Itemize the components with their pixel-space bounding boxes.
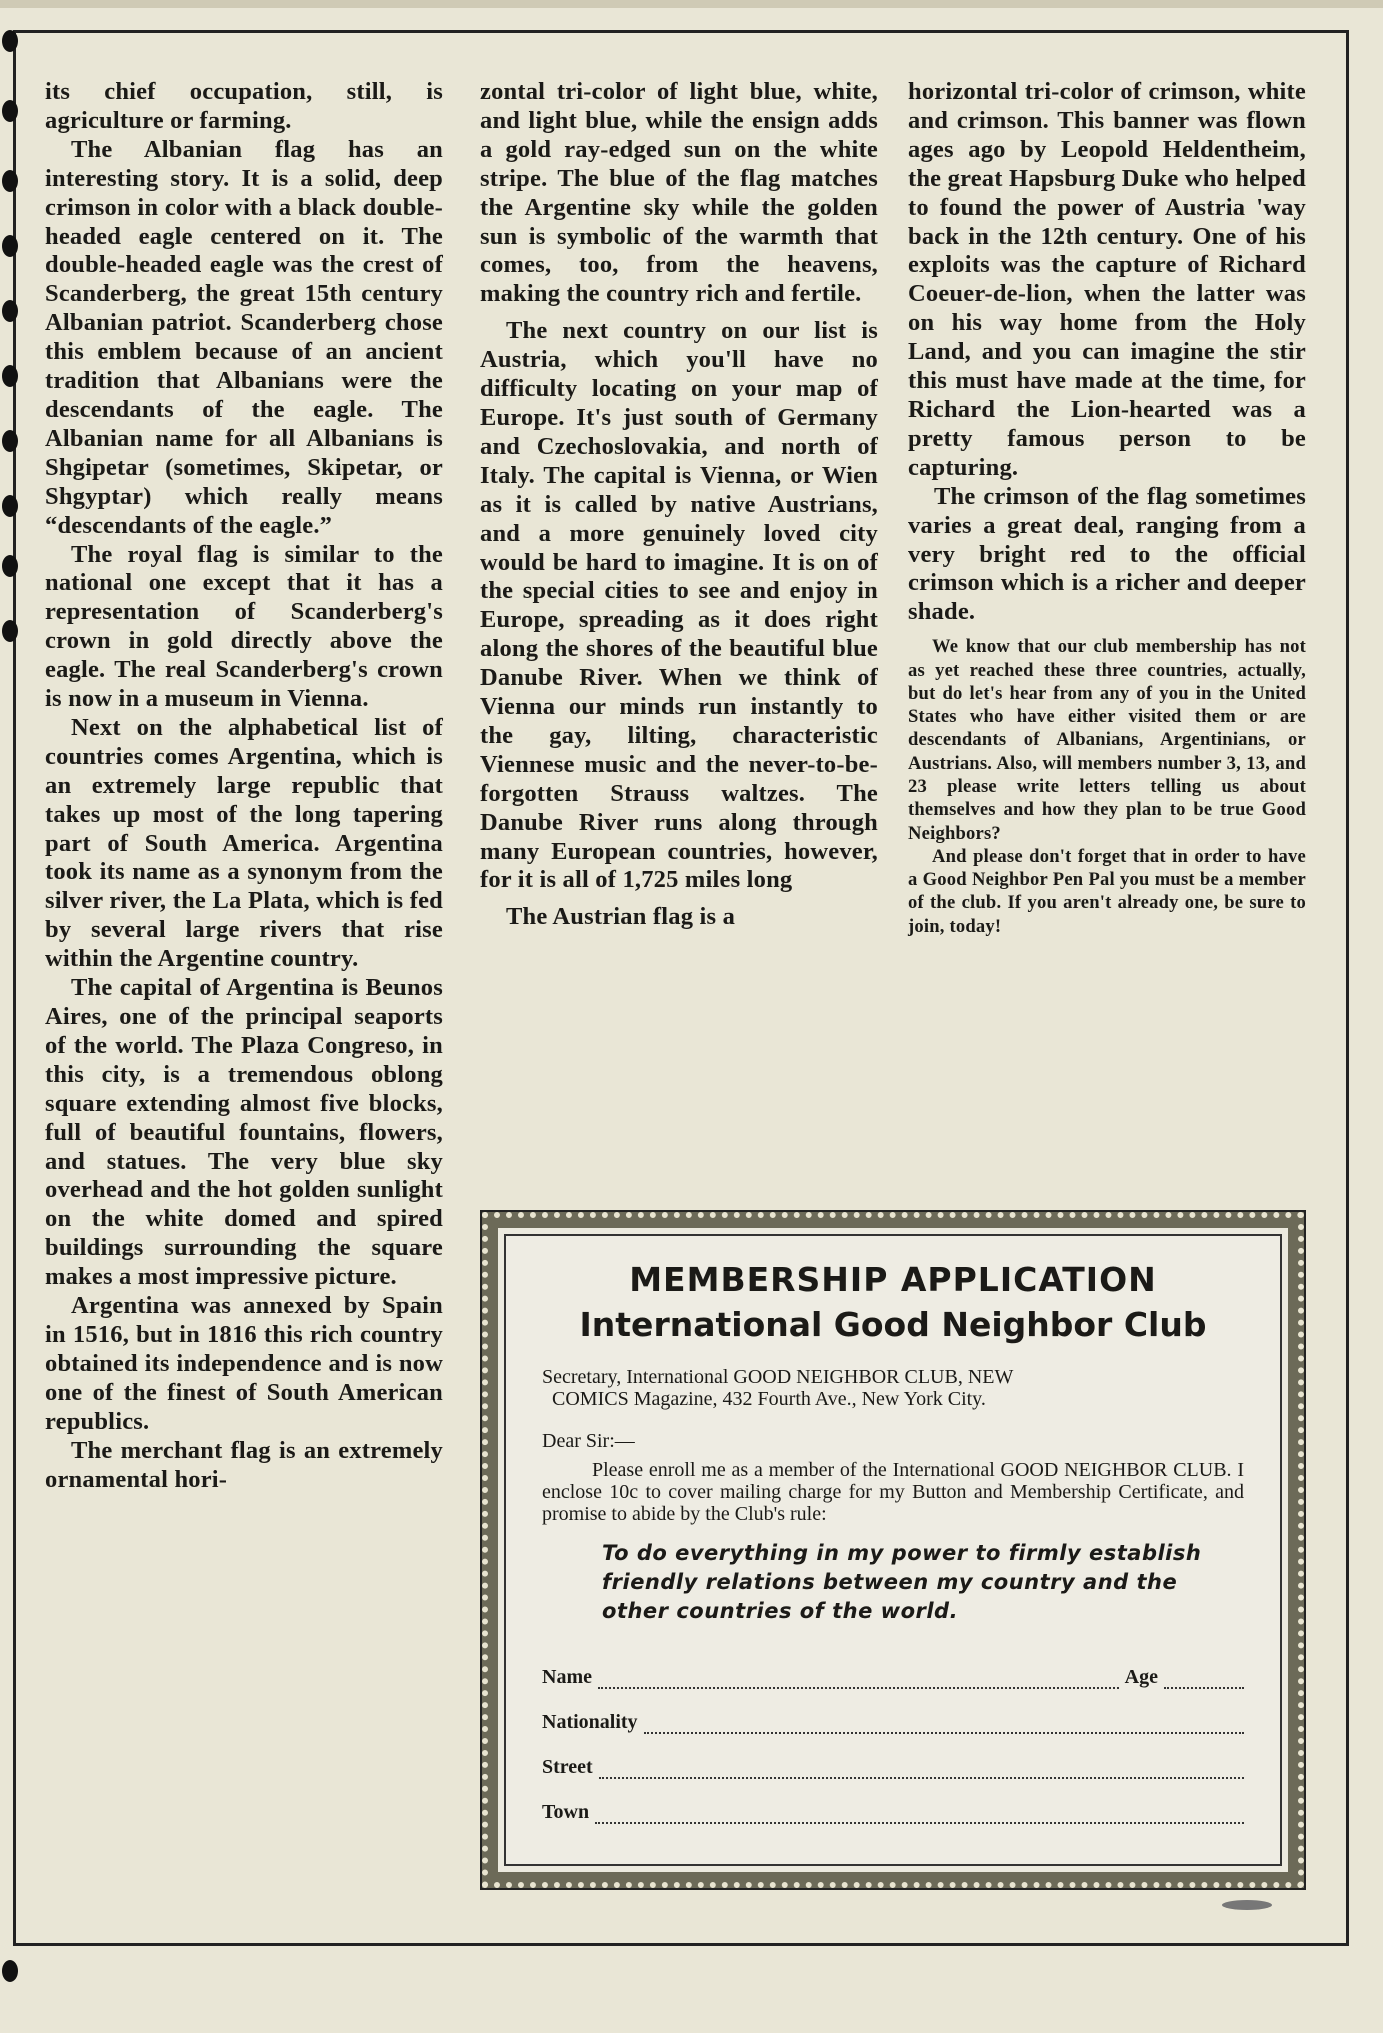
nationality-label: Nationality (542, 1711, 638, 1733)
page-top-edge (0, 0, 1383, 8)
paragraph: We know that our club membership has not as yet reached these three countries, actually, but do let's hear from any of you in the United States who have either visited them or are descendants of Albanians, Argentinians, or Austrians. Also, will members number 3, 13, and 23 please write letters telling us about themselves and how they plan to be true Good Neighbors? (908, 636, 1306, 844)
binding-hole (2, 100, 18, 122)
paragraph: The next country on our list is Austria, which you'll have no difficulty locating on your map of Europe. It's just south of Germany and Czechoslovakia, and north of Italy. The capital is Vienna, or Wien as it is called by native Austrians, and a more genuinely loved city would be hard to imagine. It is on of the special cities to see and enjoy in Europe, spreading as it does right along the shores of the beautiful blue Danube River. When we think of Vienna our minds run instantly to the gay, lilting, characteristic Viennese music and the never-to-be-forgotten Strauss waltzes. The Danube River runs along through many European countries, however, for it is all of 1,725 miles long (480, 317, 878, 894)
street-label: Street (542, 1756, 593, 1778)
form-title: MEMBERSHIP APPLICATION (629, 1260, 1157, 1299)
paragraph: The Austrian flag is a (506, 903, 736, 931)
club-note (908, 635, 1306, 938)
binding-hole (2, 555, 18, 577)
town-label: Town (542, 1801, 590, 1823)
ornament-icon (1222, 1900, 1272, 1910)
name-field[interactable] (542, 1666, 1244, 1689)
age-input-line[interactable] (1164, 1671, 1244, 1689)
binding-hole (2, 620, 18, 642)
paragraph: The capital of Argentina is Beunos Aires, one of the principal seaports of the world. The Plaza Congreso, in this city, is a tremendous oblong square extending almost five blocks, full of beautiful fountains, flowers, and statues. The very blue sky overhead and the hot golden sunlight on the white domed and spired buildings surrounding the square makes a most impressive picture. (45, 974, 443, 1291)
binding-hole (2, 30, 18, 52)
nationality-field[interactable] (542, 1711, 1244, 1734)
salutation: Dear Sir:— (542, 1430, 635, 1452)
paragraph: The crimson of the flag sometimes varies a great deal, ranging from a very bright red to the official crimson which is a richer and deeper shade. (908, 482, 1306, 626)
binding-hole (2, 430, 18, 452)
paragraph: The merchant flag is an extremely ornamental hori- (45, 1436, 443, 1493)
paragraph: The royal flag is similar to the national one except that it has a representation of Scanderberg's crown in gold directly above the eagle. The real Scanderberg's crown is now in a museum in Vienna. (45, 540, 443, 713)
binding-hole (2, 170, 18, 192)
street-input-line[interactable] (599, 1761, 1244, 1779)
binding-hole (2, 1960, 18, 1982)
paragraph: horizontal tri-color of crimson, white and crimson. This banner was flown ages ago by Leopold Heldentheim, the great Hapsburg Duke who helped to found the power of Austria 'way back in the 12th century. One of his exploits was the capture of Richard Coeuer-de-lion, when the latter was on his way home from the Holy Land, and you can imagine the stir this must have made at the time, for Richard the Lion-hearted was a pretty famous person to be capturing. (908, 78, 1306, 481)
mailing-address (542, 1366, 1244, 1410)
membership-application-form (482, 1212, 1304, 1888)
paragraph: its chief occupation, still, is agriculture or farming. (45, 78, 443, 134)
club-rule: To do everything in my power to firmly establish friendly relations between my country and the other countries of the world. (602, 1541, 1202, 1623)
address-line: COMICS Magazine, 432 Fourth Ave., New York City. (552, 1388, 986, 1410)
binding-hole (2, 495, 18, 517)
name-input-line[interactable] (598, 1671, 1119, 1689)
town-field[interactable] (542, 1801, 1244, 1824)
town-input-line[interactable] (595, 1806, 1244, 1824)
address-line: Secretary, International GOOD NEIGHBOR CLUB, NEW (542, 1366, 1014, 1388)
article-column-1 (45, 78, 443, 1494)
form-subtitle: International Good Neighbor Club (579, 1305, 1207, 1344)
paragraph: zontal tri-color of light blue, white, and light blue, while the ensign adds a gold ray-edged sun on the white stripe. The blue of the flag matches the Argentine sky while the golden sun is symbolic of the warmth that comes, too, from the heavens, making the country rich and fertile. (480, 78, 878, 308)
paragraph: And please don't forget that in order to have a Good Neighbor Pen Pal you must be a member of the club. If you aren't already one, be sure to join, today! (908, 845, 1306, 937)
paragraph: The Albanian flag has an interesting story. It is a solid, deep crimson in color with a black double-headed eagle centered on it. The double-headed eagle was the crest of Scanderberg, the great 15th century Albanian patriot. Scanderberg chose this emblem because of an ancient tradition that Albanians were the descendants of the eagle. The Albanian name for all Albanians is Shgipetar (sometimes, Skipetar, or Shgyptar) which really means “descendants of the eagle.” (45, 135, 443, 539)
binding-hole (2, 235, 18, 257)
article-column-2 (480, 78, 878, 932)
article-column-3 (908, 78, 1306, 938)
binding-hole (2, 365, 18, 387)
form-body: Please enroll me as a member of the International GOOD NEIGHBOR CLUB. I enclose 10c to cover mailing charge for my Button and Membership Certificate, and promise to abide by the Club's rule: (542, 1459, 1244, 1525)
street-field[interactable] (542, 1756, 1244, 1779)
age-label: Age (1124, 1666, 1158, 1688)
paragraph: Next on the alphabetical list of countries comes Argentina, which is an extremely large republic that takes up most of the long tapering part of South America. Argentina took its name as a synonym from the silver river, the La Plata, which is fed by several large rivers that rise within the Argentine country. (45, 713, 443, 973)
nationality-input-line[interactable] (644, 1716, 1244, 1734)
paragraph: Argentina was annexed by Spain in 1516, but in 1816 this rich country obtained its independence and is now one of the finest of South American republics. (45, 1292, 443, 1435)
name-label: Name (542, 1666, 592, 1688)
binding-hole (2, 300, 18, 322)
